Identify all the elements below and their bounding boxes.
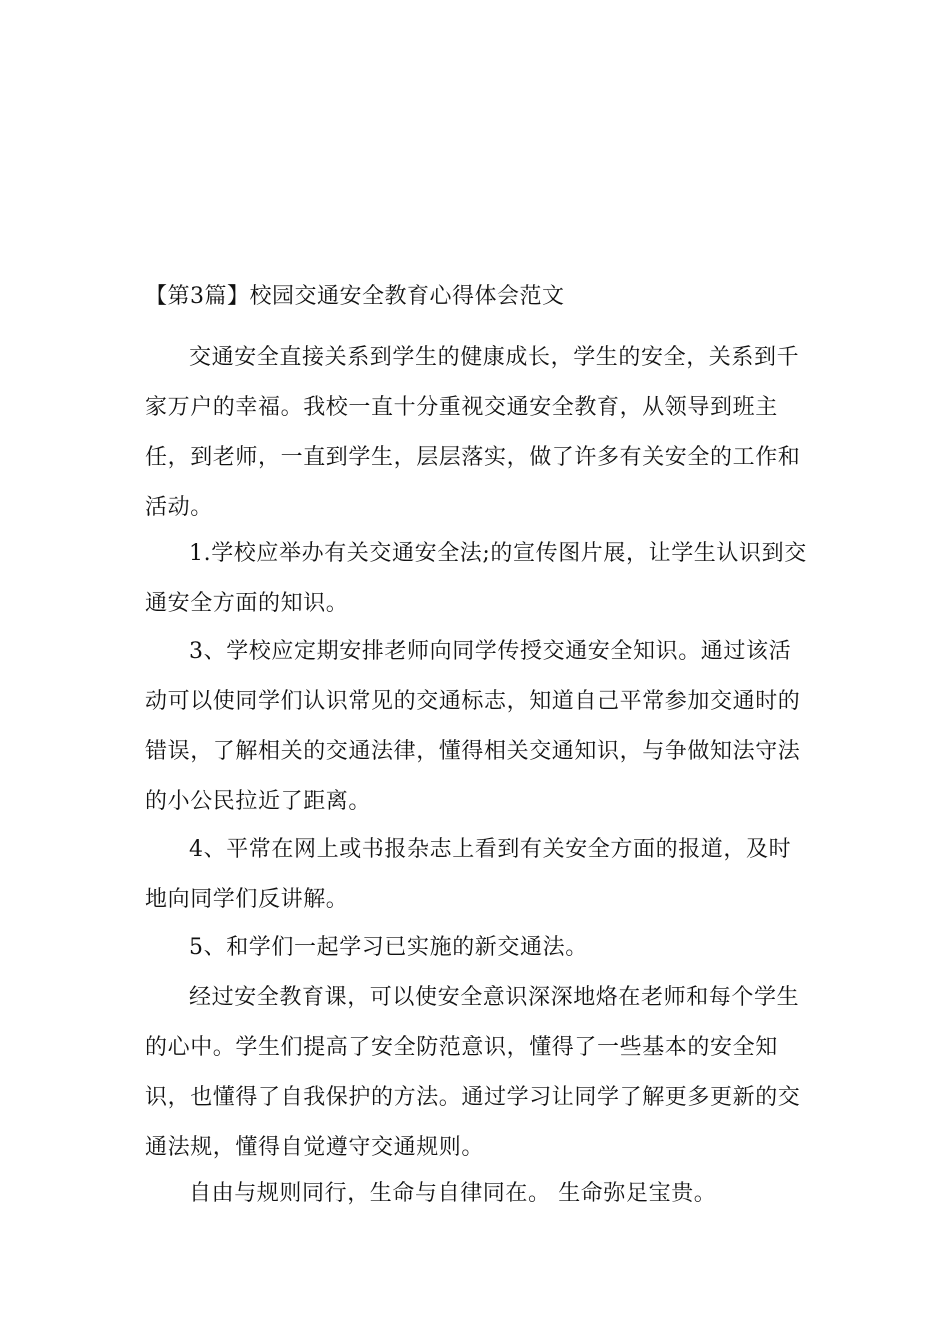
paragraph-intro: 交通安全直接关系到学生的健康成长，学生的安全，关系到千家万户的幸福。我校一直十分重视交通安全教育，从领导到班主任，到老师，一直到学生，层层落实，做了许多有关安全的工作和活动。 (145, 345, 801, 520)
paragraph-item-4: 4、平常在网上或书报杂志上看到有关安全方面的报道，及时地向同学们反讲解。 (145, 837, 792, 912)
paragraph-closing: 自由与规则同行，生命与自律同在。 生命弥足宝贵。 (189, 1181, 717, 1206)
document-title: 【第3篇】校园交通安全教育心得体会范文 (145, 284, 565, 309)
paragraph-conclusion: 经过安全教育课，可以使安全意识深深地烙在老师和每个学生的心中。学生们提高了安全防范意识，懂得了一些基本的安全知识，也懂得了自我保护的方法。通过学习让同学了解更多更新的交通法规，懂得自觉遵守交通规则。 (145, 985, 801, 1160)
paragraph-item-3: 3、学校应定期安排老师向同学传授交通安全知识。通过该活动可以使同学们认识常见的交通标志，知道自己平常参加交通时的错误，了解相关的交通法律，懂得相关交通知识，与争做知法守法的小公民拉近了距离。 (145, 639, 801, 814)
paragraph-item-5: 5、和学们一起学习已实施的新交通法。 (189, 935, 588, 960)
paragraph-item-1: 1.学校应举办有关交通安全法;的宣传图片展，让学生认识到交通安全方面的知识。 (145, 541, 807, 616)
